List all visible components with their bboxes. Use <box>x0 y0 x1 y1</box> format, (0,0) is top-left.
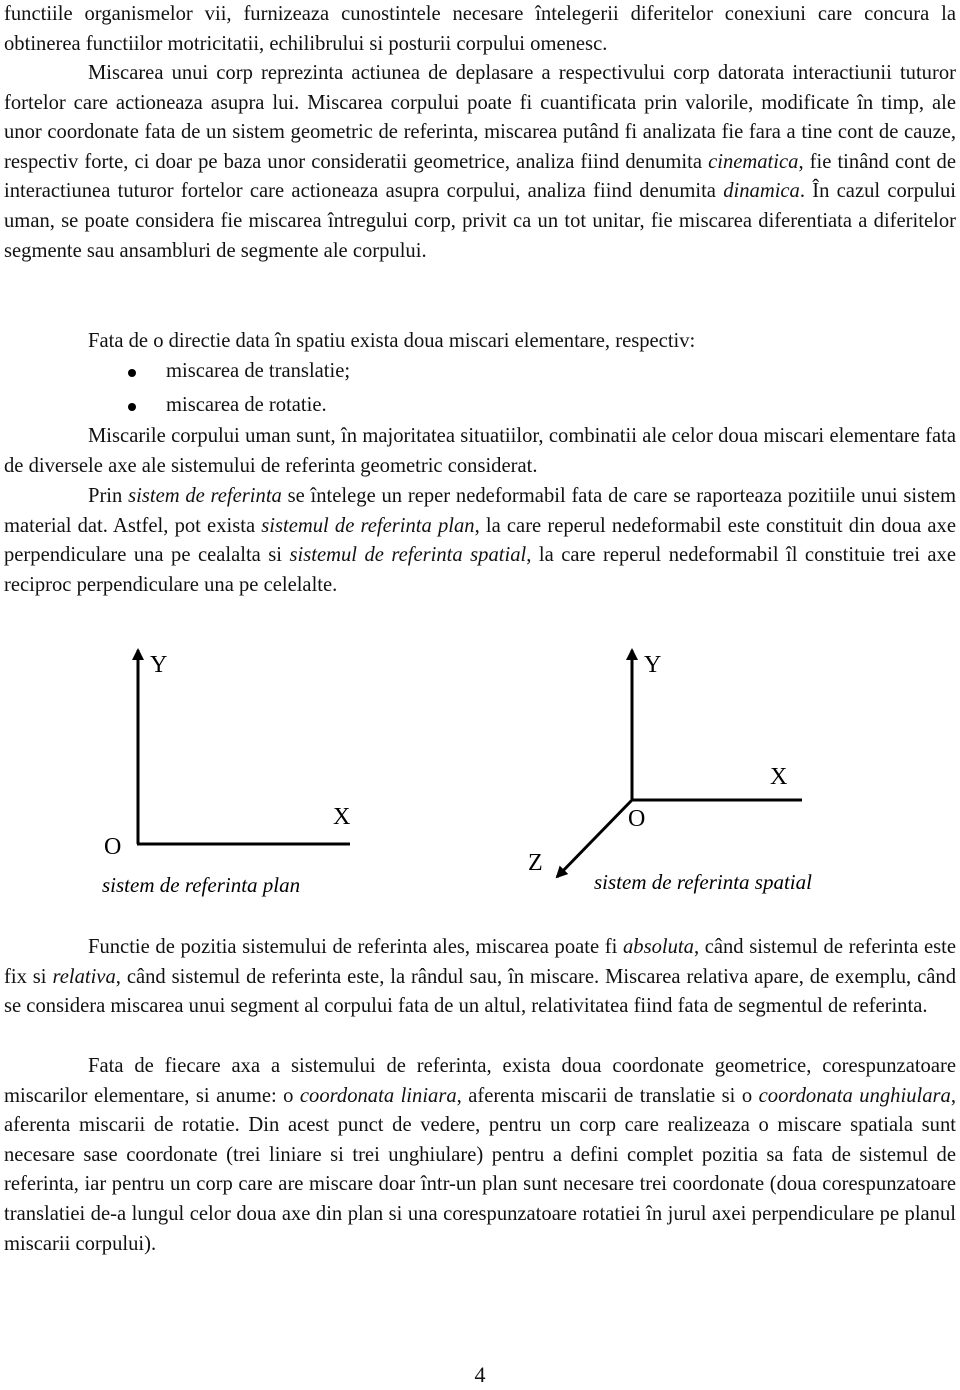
plan-caption: sistem de referinta plan <box>102 873 301 897</box>
term-sistem-plan: sistemul de referinta plan <box>261 514 475 537</box>
term-dinamica: dinamica <box>723 180 800 203</box>
plan-reference-system-diagram <box>102 650 350 897</box>
bullet-dot-icon <box>128 369 136 377</box>
paragraph-intro: functiile organismelor vii, furnizeaza cunostintele necesare întelegerii diferitelor conexiuni care concura la obtinerea functiilor motricitatii, echilibrului si posturii corpului omenesc. <box>4 3 956 55</box>
paragraph-coordinates: Fata de fiecare axa a sistemului de referinta, exista doua coordonate geometrice, corespunzatoare miscarilor elementare, si anume: o coordonata liniara, aferenta miscarii de translatie si o coordonata unghiulara, aferenta miscarii de rotatie. Din acest punct de vedere, pentru un corp care realizeaza o miscare spatiala sunt necesare sase coordonate (trei liniare si trei unghiulare) pentru a defini complet pozitia sa fata de sistemul de referinta, iar pentru un corp care are miscare doar într-un plan sunt necesare trei coordonate (doua corespunzatoare translatiei de-a lungul celor doua axe din plan si una corespunzatoare rotatiei în jurul axei perpendiculare pe planul miscarii corpului). <box>4 1055 956 1255</box>
plan-x-label: X <box>333 804 351 830</box>
term-sistem-spatial: sistemul de referinta spatial <box>289 544 527 567</box>
spatial-reference-system-diagram <box>528 650 812 894</box>
spatial-x-label: X <box>770 764 788 790</box>
paragraph-reference-system: Prin sistem de referinta se întelege un reper nedeformabil fata de care se raporteaza pozitiile unui sistem material dat. Astfel, pot exista sistemul de referinta plan, la care reperul nedeformabil este constituit din doua axe perpendiculare una pe cealalta si sistemul de referinta spatial, la care reperul nedeformabil îl constituie trei axe reciproc perpendiculare una pe celelalte. <box>4 485 956 596</box>
term-absoluta: absoluta <box>622 936 694 958</box>
term-cinematica: cinematica <box>708 150 799 173</box>
reference-systems-figure <box>0 640 960 920</box>
plan-y-label: Y <box>150 652 168 678</box>
term-relativa: relativa <box>52 965 116 988</box>
spatial-origin-label: O <box>628 806 646 832</box>
paragraph-motion-definition: Miscarea unui corp reprezinta actiunea de deplasare a respectivului corp datorata interactiunii tuturor fortelor care actioneaza asupra lui. Miscarea corpului poate fi cuantificata prin valorile, modificate în timp, ale unor coordonate fata de un sistem geometric de referinta, miscarea putând fi analizata fie fara a tine cont de cauze, respectiv forte, ci doar pe baza unor consideratii geometrice, analiza fiind denumita cinematica, fie tinând cont de interactiunea tuturor fortelor care actioneaza asupra corpului, analiza fiind denumita dinamica. În cazul corpului uman, se poate considera fie miscarea întregului corp, privit ca un tot unitar, fie miscarea diferentiata a diferitelor segmente sau ansambluri de segmente ale corpului. <box>4 62 956 262</box>
page-number: 4 <box>474 1362 486 1387</box>
paragraph-combined-motions: Miscarile corpului uman sunt, în majoritatea situatiilor, combinatii ale celor doua miscari elementare fata de diversele axe ale sistemului de referinta geometric considerat. <box>4 425 956 477</box>
spatial-z-axis <box>557 800 632 877</box>
plan-origin-label: O <box>104 834 122 860</box>
document-page: functiile organismelor vii, furnizeaza cunostintele necesare întelegerii diferitelor conexiuni care concura la obtinerea functiilor motricitatii, echilibrului si posturii corpului omenesc. Miscarea unui corp reprezinta actiunea de deplasare a respectivului corp datorata interactiunii tuturor fortelor care actioneaza asupra lui. Miscarea corpului poate fi cuantificata prin valorile, modificate în timp, ale unor coordonate fata de un sistem geometric de referinta, miscarea putând fi analizata fie fara a tine cont de cauze, respectiv forte, ci doar pe baza unor consideratii geometrice, analiza fiind denumita cinematica, fie tinând cont de interactiunea tuturor fortelor care actioneaza asupra corpului, analiza fiind denumita dinamica. În cazul corpului uman, se poate considera fie miscarea întregului corp, privit ca un tot unitar, fie miscarea diferentiata a diferitelor segmente sau ansambluri de segmente ale corpului. Fata de o directie data în spatiu exista doua miscari elementare, respectiv: miscarea de translatie; miscarea de rotatie. Miscarile corpului uman sunt, în majoritatea situatiilor, combinatii ale celor doua miscari elementare fata de diversele axe ale sistemului de referinta geometric considerat. Prin sistem de referinta se întelege un reper nedeformabil fata de care se raporteaza pozitiile unui sistem material dat. Astfel, pot exista sistemul de referinta plan, la care reperul nedeformabil este constituit din doua axe perpendiculare una pe cealalta si sistemul de referinta spatial, la care reperul nedeformabil îl constituie trei axe reciproc perpendiculare una pe celelalte. Y X O sistem de referinta plan Y X O Z sistem de referinta spatial Functie de pozitia sistemului de referinta ales, miscarea poate fi absoluta, când sistemul de referinta este fix si relativa, când sistemul de referinta este, la rândul sau, în miscare. Miscarea relativa apare, de exemplu, când se considera miscarea unui segment al corpului fata de un altul, relativitatea fiind fata de segmentul de referinta. Fata de fiecare axa a sistemului de referinta, exista doua coordonate geometrice, corespunzatoare miscarilor elementare, si anume: o coordonata liniara, aferenta miscarii de translatie si o coordonata unghiulara, aferenta miscarii de rotatie. Din acest punct de vedere, pentru un corp care realizeaza o miscare spatiala sunt necesare sase coordonate (trei liniare si trei unghiulare) pentru a defini complet pozitia sa fata de sistemul de referinta, iar pentru un corp care are miscare doar într-un plan sunt necesare trei coordonate (doua corespunzatoare translatiei de-a lungul celor doua axe din plan si una corespunzatoare rotatiei în jurul axei perpendiculare pe planul miscarii corpului). 4 <box>0 0 960 1390</box>
term-sistem-de-referinta: sistem de referinta <box>128 485 282 507</box>
paragraph-elementary-motions: Fata de o directie data în spatiu exista doua miscari elementare, respectiv: <box>88 330 696 352</box>
spatial-y-label: Y <box>644 652 662 678</box>
spatial-caption: sistem de referinta spatial <box>594 870 812 894</box>
term-coordonata-liniara: coordonata liniara <box>299 1084 457 1107</box>
paragraph-absolute-relative: Functie de pozitia sistemului de referinta ales, miscarea poate fi absoluta, când sistemul de referinta este fix si relativa, când sistemul de referinta este, la rândul sau, în miscare. Miscarea relativa apare, de exemplu, când se considera miscarea unui segment al corpului fata de un altul, relativitatea fiind fata de segmentul de referinta. <box>4 936 956 1018</box>
bullet-dot-icon <box>128 403 136 411</box>
spatial-z-label: Z <box>528 850 543 876</box>
term-coordonata-unghiulara: coordonata unghiulara <box>758 1084 951 1107</box>
